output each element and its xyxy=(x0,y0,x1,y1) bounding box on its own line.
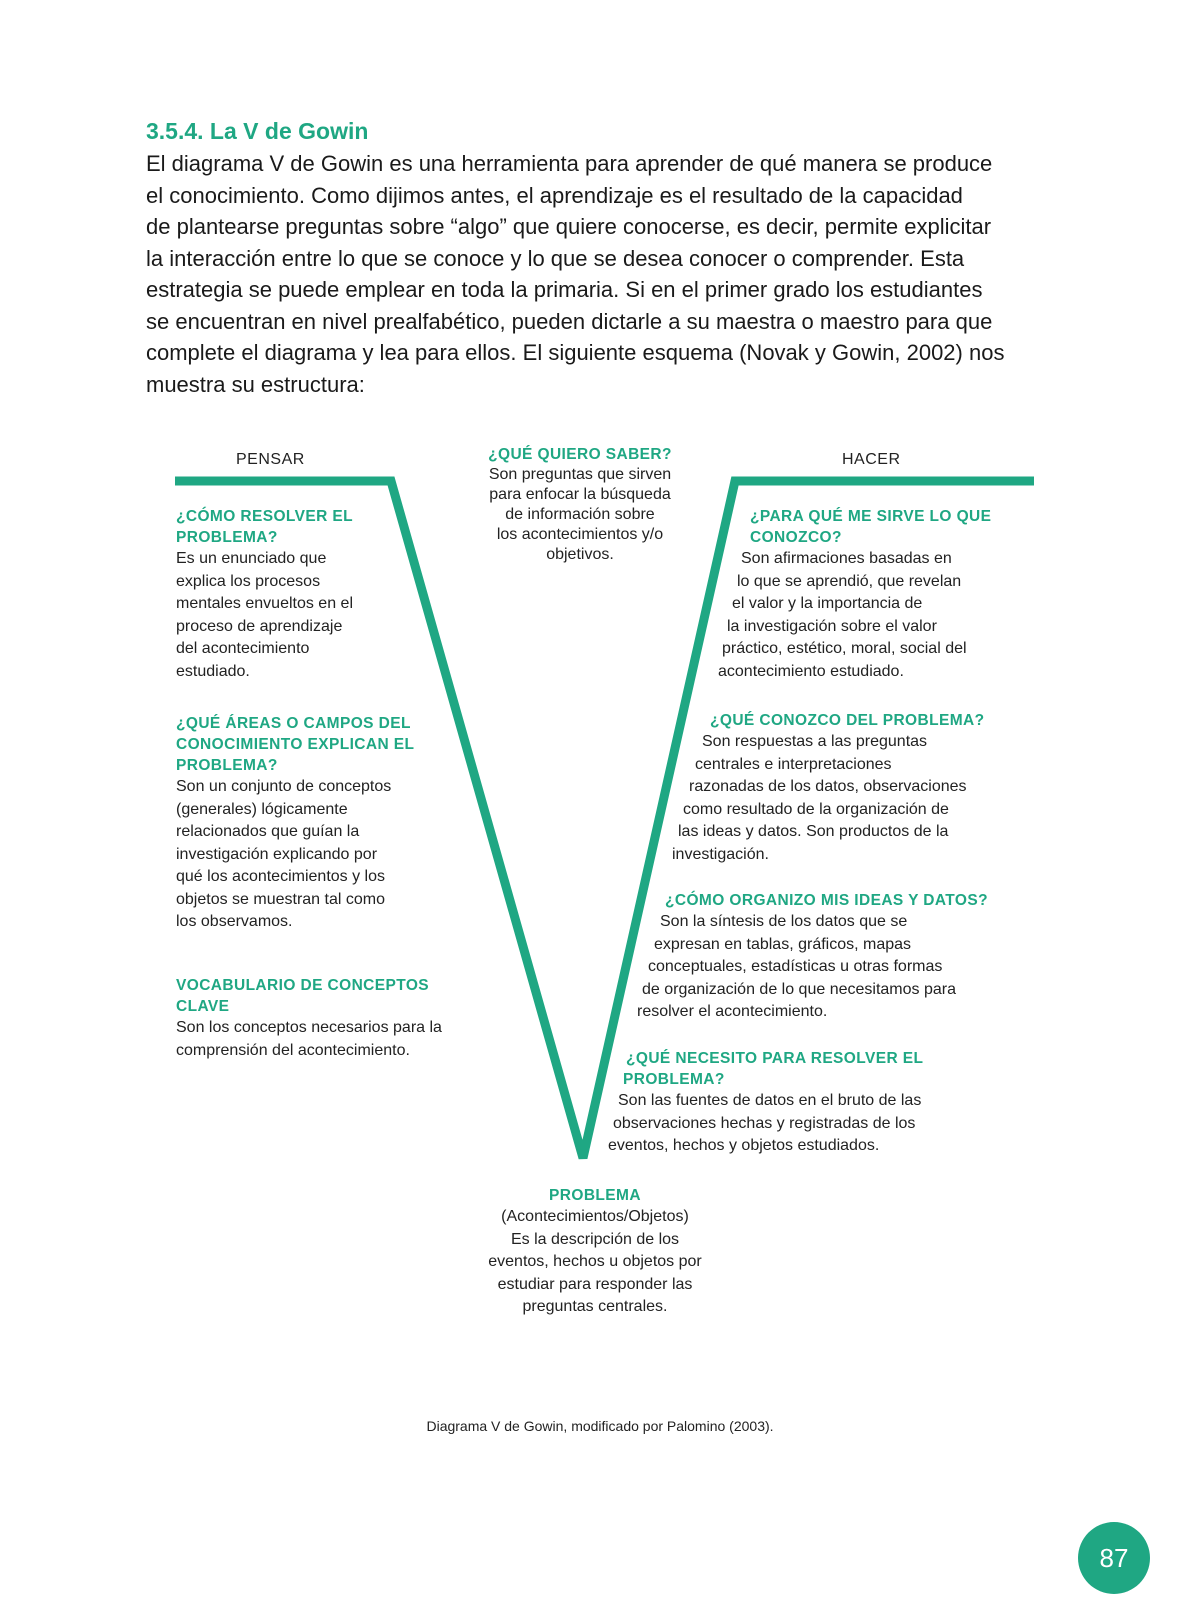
block-text: objetos se muestran tal como xyxy=(176,890,385,908)
block-question: ¿CÓMO ORGANIZO MIS IDEAS Y DATOS? xyxy=(665,892,988,909)
block-text: Son la síntesis de los datos que se xyxy=(660,913,908,930)
block-text: qué los acontecimientos y los xyxy=(176,868,385,885)
block-text: mentales envueltos en el xyxy=(176,595,353,612)
block-question: CLAVE xyxy=(176,998,230,1015)
center-question: ¿QUÉ QUIERO SABER? xyxy=(488,446,672,463)
problema-text: (Acontecimientos/Objetos) xyxy=(501,1208,689,1225)
block-text: (generales) lógicamente xyxy=(176,800,348,818)
page-number-badge: 87 xyxy=(1078,1522,1150,1594)
block-question: ¿QUÉ CONOZCO DEL PROBLEMA? xyxy=(710,712,985,729)
right-block-que-necesito xyxy=(608,1048,1028,1158)
block-text: razonadas de los datos, observaciones xyxy=(689,778,967,795)
center-text-line: de información sobre xyxy=(505,506,655,523)
problema-title: PROBLEMA xyxy=(549,1187,641,1204)
block-text: del acontecimiento xyxy=(176,640,310,657)
block-text: proceso de aprendizaje xyxy=(176,617,343,635)
problema-text: estudiar para responder las xyxy=(497,1275,693,1293)
block-text: investigación explicando por xyxy=(176,845,378,863)
block-text: explica los procesos xyxy=(176,572,321,590)
block-text: eventos, hechos y objetos estudiados. xyxy=(608,1137,880,1154)
body-line: la interacción entre lo que se conoce y lo que se desea conocer o comprender. Esta xyxy=(146,245,965,271)
right-block-que-conozco xyxy=(668,710,1048,866)
right-block-como-organizo xyxy=(632,890,1052,1024)
block-question: VOCABULARIO DE CONCEPTOS xyxy=(176,977,430,994)
body-line: estrategia se puede emplear en toda la primaria. Si en el primer grado los estudiantes xyxy=(146,277,983,302)
block-text: Son las fuentes de datos en el bruto de las xyxy=(618,1092,922,1109)
body-line: muestra su estructura: xyxy=(146,371,365,397)
block-text: acontecimiento estudiado. xyxy=(718,662,904,680)
pensar-label: PENSAR xyxy=(236,451,305,468)
problema-block xyxy=(430,1185,760,1319)
block-text: de organización de lo que necesitamos para xyxy=(642,980,956,998)
figure-caption: Diagrama V de Gowin, modificado por Palomino (2003). xyxy=(426,1418,774,1434)
body-line: el conocimiento. Como dijimos antes, el aprendizaje es el resultado de la capacidad xyxy=(146,182,963,208)
block-text: Son respuestas a las preguntas xyxy=(702,733,928,750)
body-line: se encuentran en nivel prealfabético, pueden dictarle a su maestra o maestro para que xyxy=(146,308,993,334)
block-text: la investigación sobre el valor xyxy=(727,617,937,635)
block-question: PROBLEMA? xyxy=(176,529,278,546)
center-text-line: para enfocar la búsqueda xyxy=(489,486,671,503)
block-text: conceptuales, estadísticas u otras formas xyxy=(648,958,943,975)
block-text: observaciones hechas y registradas de los xyxy=(613,1114,916,1132)
hacer-label: HACER xyxy=(842,451,901,468)
center-text-line: objetivos. xyxy=(546,546,614,563)
block-question: PROBLEMA? xyxy=(176,757,278,774)
block-text: Son los conceptos necesarios para la xyxy=(176,1019,442,1036)
block-text: las ideas y datos. Son productos de la xyxy=(678,823,949,840)
block-question: PROBLEMA? xyxy=(623,1071,725,1088)
block-text: lo que se aprendió, que revelan xyxy=(737,572,962,590)
block-question: ¿QUÉ NECESITO PARA RESOLVER EL xyxy=(626,1050,924,1067)
block-text: Es un enunciado que xyxy=(176,550,327,567)
center-text-line: los acontecimientos y/o xyxy=(496,526,664,543)
block-text: los observamos. xyxy=(176,913,293,930)
problema-text: preguntas centrales. xyxy=(522,1298,668,1315)
block-text: relacionados que guían la xyxy=(176,823,360,840)
block-question: ¿QUÉ ÁREAS O CAMPOS DEL xyxy=(176,715,411,732)
block-text: el valor y la importancia de xyxy=(732,595,923,612)
block-text: como resultado de la organización de xyxy=(683,800,949,818)
block-text: centrales e interpretaciones xyxy=(695,755,892,773)
block-text: práctico, estético, moral, social del xyxy=(722,640,967,657)
block-text: Son afirmaciones basadas en xyxy=(741,550,952,567)
left-block-como-resolver xyxy=(176,506,353,683)
body-line: El diagrama V de Gowin es una herramienta para aprender de qué manera se produce xyxy=(146,151,993,176)
block-text: expresan en tablas, gráficos, mapas xyxy=(654,935,912,953)
left-block-areas-campos xyxy=(176,713,414,934)
problema-text: Es la descripción de los xyxy=(510,1230,680,1248)
block-question: CONOCIMIENTO EXPLICAN EL xyxy=(176,736,415,753)
block-question: ¿CÓMO RESOLVER EL xyxy=(176,508,354,525)
body-line: complete el diagrama y lea para ellos. El siguiente esquema (Novak y Gowin, 2002) nos xyxy=(146,340,1005,365)
block-text: investigación. xyxy=(672,845,769,863)
left-block-vocabulario xyxy=(176,975,442,1062)
block-text: comprensión del acontecimiento. xyxy=(176,1041,410,1059)
block-question: ¿PARA QUÉ ME SIRVE LO QUE xyxy=(750,508,992,525)
block-text: estudiado. xyxy=(176,662,250,680)
block-question: CONOZCO? xyxy=(750,529,842,546)
right-block-para-que-sirve xyxy=(718,506,1048,683)
section-title: 3.5.4. La V de Gowin xyxy=(146,118,369,144)
problema-text: eventos, hechos u objetos por xyxy=(488,1253,702,1270)
center-text-line: Son preguntas que sirven xyxy=(488,466,672,483)
block-text: Son un conjunto de conceptos xyxy=(176,778,392,795)
body-line: de plantearse preguntas sobre “algo” que quiere conocerse, es decir, permite explicitar xyxy=(146,214,992,239)
block-text: resolver el acontecimiento. xyxy=(637,1003,828,1020)
center-question-block xyxy=(430,444,730,565)
